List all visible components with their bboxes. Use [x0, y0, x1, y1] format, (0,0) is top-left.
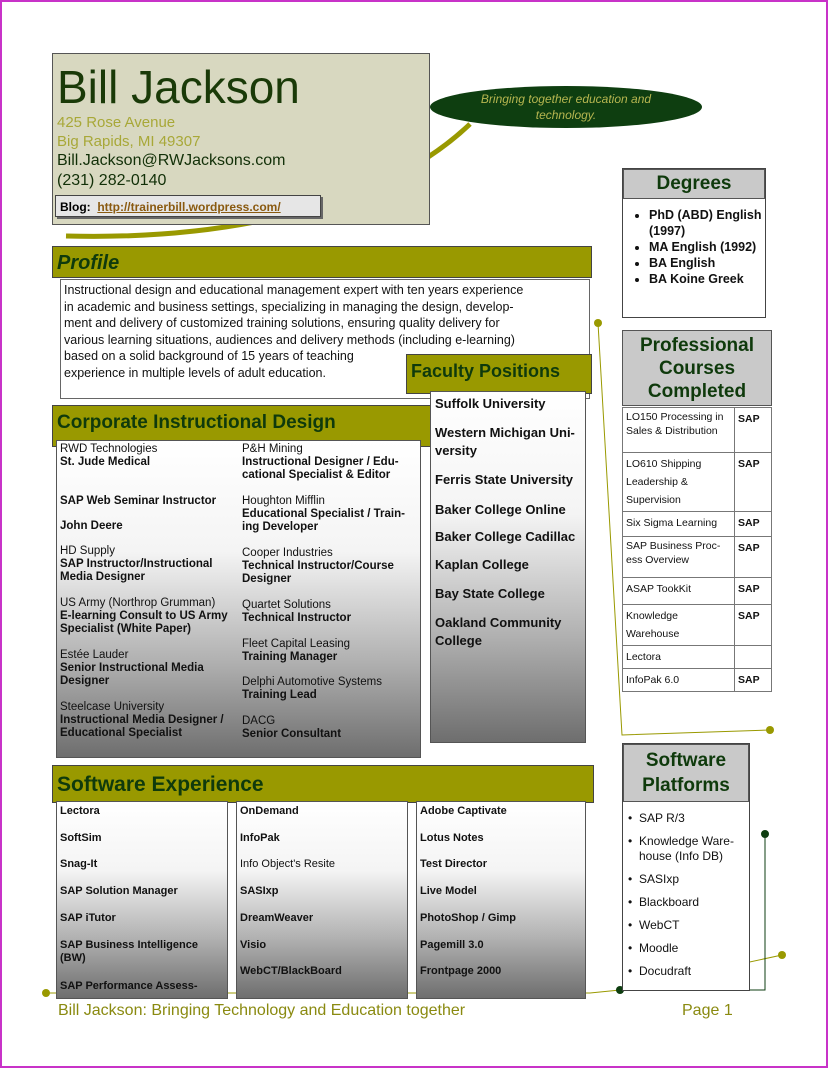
tagline-line-2: technology. — [535, 108, 597, 122]
profile-heading-bar — [52, 246, 592, 278]
software-col-3 — [416, 801, 586, 999]
job-entry: Fleet Capital Leasing Training Manager — [242, 638, 351, 663]
candidate-name: Bill Jackson — [57, 61, 300, 113]
faculty-item: Kaplan College — [435, 557, 529, 572]
table-row: InfoPak 6.0 SAP — [623, 669, 772, 692]
software-item: SAP Performance Assess- — [60, 980, 198, 992]
software-item: DreamWeaver — [240, 912, 314, 924]
software-col-2 — [236, 801, 408, 999]
software-item: WebCT/BlackBoard — [240, 965, 342, 977]
faculty-heading-bar — [406, 354, 592, 394]
software-col-1 — [56, 801, 228, 999]
degree-item: • BA English — [649, 255, 765, 271]
address-line-2: Big Rapids, MI 49307 — [57, 133, 201, 150]
faculty-item: Ferris State University — [435, 472, 574, 487]
connector-dot — [766, 726, 774, 734]
faculty-item: Suffolk University — [435, 396, 546, 411]
phone: (231) 282-0140 — [57, 172, 167, 189]
connector-dot — [42, 989, 50, 997]
corporate-heading: Corporate Instructional Design — [57, 412, 336, 433]
software-item: Live Model — [420, 885, 477, 897]
table-row: SAP Business Proc-ess Overview SAP — [623, 537, 772, 578]
platform-item: • Blackboard — [639, 895, 749, 910]
table-row: Six Sigma Learning SAP — [623, 512, 772, 537]
job-entry: Houghton Mifflin Educational Specialist / Train-ing Developer — [242, 495, 405, 533]
tagline-bubble — [430, 86, 702, 128]
connector-dot — [594, 319, 602, 327]
platform-item: • Docudraft — [639, 964, 749, 979]
blog-link[interactable]: http://trainerbill.wordpress.com/ — [97, 200, 281, 214]
software-heading-bar — [52, 765, 594, 803]
platforms-box — [622, 743, 750, 991]
software-item: SAP Business Intelligence (BW) — [60, 939, 198, 964]
profile-line: experience in multiple levels of adult education. — [64, 365, 326, 380]
profile-line: ment and delivery of customized training solutions, ensuring quality delivery for — [64, 316, 500, 330]
table-row: ASAP TookKit SAP — [623, 578, 772, 605]
job-entry: Delphi Automotive Systems Training Lead — [242, 676, 382, 701]
degrees-heading: Degrees — [623, 169, 765, 199]
software-item: OnDemand — [240, 805, 299, 817]
degrees-list — [623, 207, 765, 287]
courses-heading-line: Professional — [639, 335, 755, 356]
job-entry: HD Supply SAP Instructor/Instructional Media Designer — [60, 545, 213, 583]
profile-line: based on a solid background of 15 years of teaching — [64, 349, 354, 363]
job-entry: Quartet Solutions Technical Instructor — [242, 599, 352, 624]
platforms-heading — [623, 744, 749, 802]
software-item: SAP Solution Manager — [60, 885, 178, 897]
faculty-heading: Faculty Positions — [411, 361, 561, 381]
platform-item: • SASIxp — [639, 872, 749, 887]
faculty-item: Western Michigan Uni-versity — [435, 425, 575, 458]
faculty-list — [430, 391, 586, 743]
courses-heading — [622, 330, 772, 406]
platforms-heading-line: Platforms — [642, 775, 730, 796]
header-card — [52, 53, 430, 225]
platform-item: • WebCT — [639, 918, 749, 933]
degree-item: • PhD (ABD) English (1997) — [649, 207, 765, 239]
table-row: Lectora — [623, 646, 772, 669]
software-item: InfoPak — [240, 832, 280, 844]
job-entry: P&H Mining Instructional Designer / Edu-cational Specialist & Editor — [242, 443, 399, 481]
footer-tagline: Bill Jackson: Bringing Technology and Education together — [58, 1002, 466, 1019]
faculty-item: Bay State College — [435, 586, 545, 601]
table-row: Knowledge Warehouse SAP — [623, 605, 772, 646]
faculty-item: Oakland Community College — [435, 615, 562, 648]
job-entry: Estée Lauder Senior Instructional Media Designer — [60, 649, 204, 687]
degree-item: • MA English (1992) — [649, 239, 765, 255]
software-item: Visio — [240, 939, 267, 951]
profile-line: various learning situations, audiences and delivery methods (including e-learning) — [64, 332, 515, 347]
faculty-item: Baker College Online — [435, 502, 566, 517]
tagline-line-1: Bringing together education and — [480, 92, 652, 106]
job-entry: DACG Senior Consultant — [242, 715, 342, 740]
software-item: Adobe Captivate — [420, 805, 507, 817]
software-item: SoftSim — [60, 832, 102, 844]
courses-heading-line: Completed — [647, 381, 747, 402]
software-item: Snag-It — [60, 858, 98, 870]
faculty-item: Baker College Cadillac — [435, 529, 576, 544]
job-entry: SAP Web Seminar Instructor — [60, 495, 217, 507]
software-item: Frontpage 2000 — [420, 965, 502, 977]
job-entry: US Army (Northrop Grumman) E-learning Consult to US Army Specialist (White Paper) — [60, 597, 228, 635]
table-row: LO610 Shipping Leadership & Supervision SAP — [623, 453, 772, 512]
connector-dot — [778, 951, 786, 959]
table-row: LO150 Processing in Sales & Distribution SAP — [623, 408, 772, 453]
courses-heading-line: Courses — [658, 358, 736, 379]
platforms-list — [623, 811, 749, 979]
degree-item: • BA Koine Greek — [649, 271, 765, 287]
platforms-heading-line: Software — [645, 750, 727, 771]
platform-item: • SAP R/3 — [639, 811, 749, 826]
platform-item: • Moodle — [639, 941, 749, 956]
software-item: SASIxp — [240, 885, 279, 897]
profile-line: in academic and business settings, specializing in managing the design, develop- — [64, 299, 514, 314]
profile-heading: Profile — [57, 252, 120, 274]
software-item: SAP iTutor — [60, 912, 116, 924]
software-item: Info Object's Resite — [240, 858, 336, 870]
software-item: Test Director — [420, 858, 488, 870]
blog-box — [55, 195, 321, 217]
email[interactable]: Bill.Jackson@RWJacksons.com — [57, 152, 286, 169]
blog-label: Blog: — [60, 200, 91, 214]
software-item: Lectora — [60, 805, 100, 817]
page-number: Page 1 — [682, 1002, 733, 1019]
job-entry: Steelcase University Instructional Media Designer / Educational Specialist — [60, 701, 224, 739]
software-heading: Software Experience — [57, 773, 264, 796]
job-entry: John Deere — [60, 520, 123, 532]
platform-item: • Knowledge Ware-house (Info DB) — [639, 834, 739, 864]
courses-table — [622, 407, 772, 692]
corporate-list — [56, 440, 421, 758]
degrees-box — [622, 168, 766, 318]
software-item: PhotoShop / Gimp — [420, 912, 516, 924]
software-item: Lotus Notes — [420, 832, 484, 844]
job-entry: Cooper Industries Technical Instructor/Course Designer — [242, 547, 394, 585]
software-item: Pagemill 3.0 — [420, 939, 484, 951]
address-line-1: 425 Rose Avenue — [57, 114, 176, 131]
profile-line: Instructional design and educational management expert with ten years experience — [64, 283, 524, 297]
job-entry: RWD Technologies St. Jude Medical — [60, 443, 158, 468]
connector-dot — [761, 830, 769, 838]
